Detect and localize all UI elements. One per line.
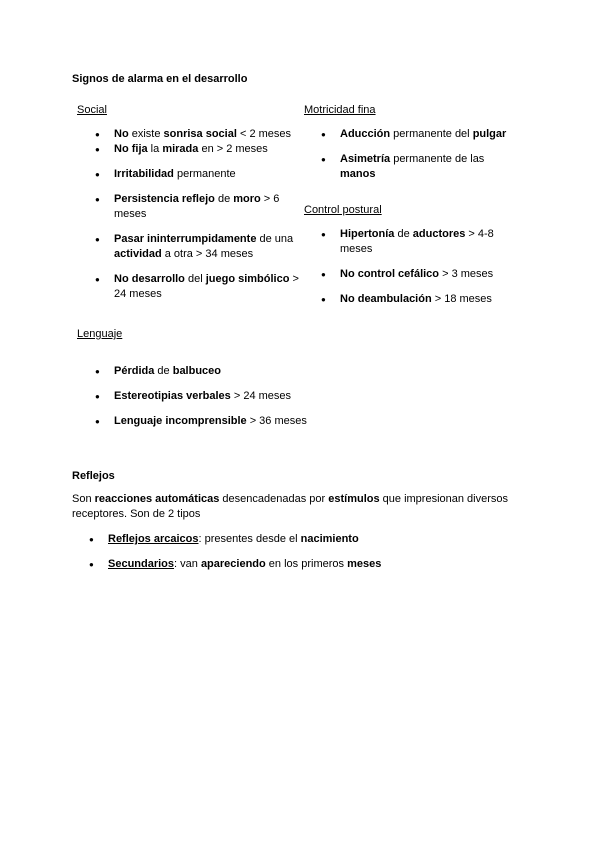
text-run: : van	[174, 558, 201, 570]
text-run: permanente de las	[390, 153, 485, 165]
list-item	[340, 152, 520, 182]
text-run: mirada	[162, 143, 199, 155]
text-run: Hipertonía	[340, 228, 395, 240]
reflejos-paragraph	[72, 492, 532, 522]
list-item	[114, 192, 300, 222]
text-run: Lenguaje incomprensible	[114, 415, 247, 427]
list-item	[340, 127, 520, 142]
control-list	[340, 227, 505, 307]
text-run: permanente del	[390, 128, 473, 140]
text-run: Pérdida	[114, 365, 155, 377]
lenguaje-list	[114, 364, 374, 429]
text-run: No desarrollo	[114, 273, 185, 285]
text-run: permanente	[173, 168, 236, 180]
text-run: > 3 meses	[439, 268, 494, 280]
section-heading-lenguaje: Lenguaje	[77, 328, 123, 340]
list-item	[114, 232, 300, 262]
list-item	[108, 532, 528, 547]
text-run: Asimetría	[340, 153, 391, 165]
motricidad-list	[340, 127, 520, 182]
text-run: del	[184, 273, 206, 285]
text-run: > 36 meses	[246, 415, 307, 427]
text-run: pulgar	[472, 128, 507, 140]
text-run: meses	[347, 558, 382, 570]
text-run: No deambulación	[340, 293, 432, 305]
text-run: Reflejos arcaicos	[108, 533, 199, 545]
text-run: : presentes desde el	[198, 533, 301, 545]
text-run: en los primeros	[265, 558, 348, 570]
list-item	[114, 364, 374, 379]
text-run: No control cefálico	[340, 268, 440, 280]
text-run: reacciones automáticas	[94, 493, 220, 505]
section-heading-control: Control postural	[304, 204, 382, 216]
text-run: balbuceo	[172, 365, 222, 377]
text-run: existe	[128, 128, 164, 140]
text-run: en > 2 meses	[198, 143, 268, 155]
text-run: No	[114, 128, 129, 140]
text-run: Irritabilidad	[114, 168, 174, 180]
text-run: moro	[233, 193, 261, 205]
text-run: que impresionan diversos receptores. Son de 2 tipos	[72, 493, 509, 520]
list-item	[340, 267, 505, 282]
text-run: aductores	[412, 228, 466, 240]
text-run: de	[214, 193, 234, 205]
text-run: > 24 meses	[114, 273, 299, 300]
text-run: Estereotipias verbales	[114, 390, 231, 402]
list-item	[114, 167, 300, 182]
text-run: nacimiento	[300, 533, 359, 545]
text-run: la	[147, 143, 163, 155]
text-run: > 24 meses	[230, 390, 292, 402]
text-run: manos	[340, 168, 376, 180]
text-run: actividad	[114, 248, 162, 260]
page-title: Signos de alarma en el desarrollo	[72, 73, 248, 85]
list-item	[114, 272, 300, 302]
text-run: < 2 meses	[236, 128, 292, 140]
text-run: a otra > 34 meses	[161, 248, 254, 260]
text-run: No fija	[114, 143, 148, 155]
text-run: de una	[256, 233, 294, 245]
text-run: juego simbólico	[205, 273, 290, 285]
text-run: de	[394, 228, 413, 240]
section-heading-social: Social	[77, 104, 107, 116]
list-item	[114, 414, 374, 429]
text-run: desencadenadas por	[219, 493, 329, 505]
list-item	[108, 557, 528, 572]
text-run: apareciendo	[200, 558, 266, 570]
text-run: Son	[72, 493, 95, 505]
text-run: Secundarios	[108, 558, 175, 570]
text-run: Persistencia reflejo	[114, 193, 215, 205]
list-item	[114, 389, 374, 404]
list-item	[340, 292, 505, 307]
list-item	[114, 142, 300, 157]
reflejos-list	[108, 532, 528, 572]
list-item	[114, 127, 300, 142]
section-heading-motricidad: Motricidad fina	[304, 104, 376, 116]
text-run: Pasar ininterrumpidamente	[114, 233, 257, 245]
social-list	[114, 127, 300, 302]
text-run: > 18 meses	[431, 293, 492, 305]
text-run: estímulos	[328, 493, 380, 505]
text-run: > 4-8 meses	[340, 228, 494, 255]
section-title-reflejos: Reflejos	[72, 470, 115, 482]
text-run: de	[154, 365, 173, 377]
text-run: Aducción	[340, 128, 391, 140]
text-run: > 6 meses	[114, 193, 280, 220]
list-item	[340, 227, 505, 257]
text-run: sonrisa social	[163, 128, 237, 140]
